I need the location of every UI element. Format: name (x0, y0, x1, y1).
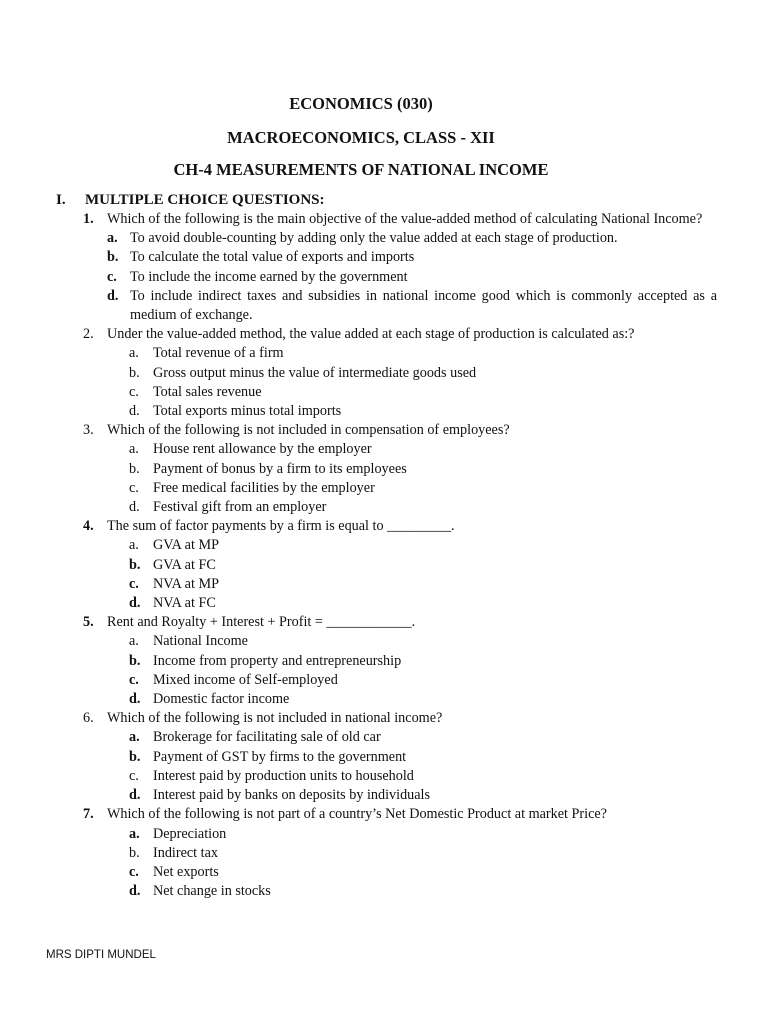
option-item (107, 402, 717, 421)
option-text: Free medical facilities by the employer (153, 479, 375, 496)
option-text: Mixed income of Self-employed (153, 671, 338, 688)
question-text: Which of the following is not part of a country’s Net Domestic Product at market Price? (107, 806, 607, 823)
question-text: Which of the following is not included in national income? (107, 710, 443, 727)
option-letter: b. (129, 844, 140, 861)
question-text: Rent and Royalty + Interest + Profit = ____________. (107, 614, 416, 631)
option-letter: b. (107, 249, 119, 266)
option-letter: c. (129, 479, 139, 496)
question-item (83, 517, 717, 613)
option-item (107, 536, 717, 555)
option-item (107, 863, 717, 882)
subject-title: ECONOMICS (030) (289, 94, 433, 113)
option-text: Income from property and entrepreneurship (153, 652, 402, 669)
option-letter: a. (107, 230, 118, 247)
option-text: Gross output minus the value of intermediate goods used (153, 364, 477, 381)
option-letter: b. (129, 460, 140, 477)
option-letter: a. (129, 633, 139, 650)
option-item (107, 556, 717, 575)
option-text: To calculate the total value of exports and imports (130, 249, 415, 266)
option-letter: d. (129, 499, 140, 516)
option-item (107, 498, 717, 517)
option-letter: c. (129, 767, 139, 784)
option-item (107, 690, 717, 709)
option-item (107, 287, 717, 325)
option-item (107, 479, 717, 498)
option-text: Net change in stocks (153, 883, 271, 900)
option-item (107, 344, 717, 363)
option-text: Payment of bonus by a firm to its employees (153, 460, 407, 477)
option-list (107, 728, 717, 805)
option-letter: a. (129, 441, 139, 458)
option-list (107, 536, 717, 613)
option-letter: c. (107, 268, 117, 285)
question-item (83, 613, 717, 709)
option-text: NVA at FC (153, 595, 216, 612)
question-list (83, 210, 717, 901)
option-item (107, 594, 717, 613)
question-item (83, 325, 717, 421)
question-number: 1. (83, 211, 94, 227)
option-item (107, 268, 717, 287)
question-text: Under the value-added method, the value added at each stage of production is calculated as:? (107, 326, 635, 343)
chapter-title: CH-4 MEASUREMENTS OF NATIONAL INCOME (173, 160, 549, 179)
option-item (107, 364, 717, 383)
option-text: Brokerage for facilitating sale of old car (153, 729, 381, 746)
option-item (107, 728, 717, 747)
option-letter: c. (129, 671, 139, 688)
option-item (107, 383, 717, 402)
option-list (107, 229, 717, 325)
option-text: House rent allowance by the employer (153, 441, 372, 458)
question-number: 2. (83, 326, 94, 343)
option-text: Total sales revenue (153, 383, 262, 400)
option-item (107, 229, 717, 248)
option-text: GVA at FC (153, 556, 216, 573)
option-letter: d. (107, 287, 119, 304)
question-number: 3. (83, 422, 94, 439)
option-letter: c. (129, 575, 139, 592)
option-text: Depreciation (153, 825, 227, 842)
section-title: MULTIPLE CHOICE QUESTIONS: (85, 192, 325, 208)
footer-author: MRS DIPTI MUNDEL (46, 949, 156, 961)
option-item (107, 825, 717, 844)
option-letter: d. (129, 883, 141, 900)
option-text: Interest paid by banks on deposits by individuals (153, 787, 431, 804)
option-letter: a. (129, 537, 139, 554)
question-number: 4. (83, 518, 94, 535)
option-list (107, 825, 717, 902)
option-letter: c. (129, 383, 139, 400)
option-text: NVA at MP (153, 575, 219, 592)
option-item (107, 882, 717, 901)
option-item (107, 671, 717, 690)
option-text: Interest paid by production units to household (153, 767, 414, 784)
question-text: Which of the following is not included in compensation of employees? (107, 422, 510, 439)
question-item (83, 210, 717, 325)
option-letter: d. (129, 403, 140, 420)
option-text: Festival gift from an employer (153, 499, 327, 516)
option-letter: c. (129, 863, 139, 880)
option-list (107, 632, 717, 709)
option-letter: d. (129, 595, 141, 612)
question-number: 6. (83, 710, 94, 727)
course-title: MACROECONOMICS, CLASS - XII (227, 128, 495, 147)
option-text: Total exports minus total imports (153, 403, 342, 420)
option-item (107, 748, 717, 767)
option-text: To avoid double-counting by adding only the value added at each stage of production. (130, 230, 618, 247)
question-item (83, 805, 717, 901)
option-item (107, 652, 717, 671)
option-letter: b. (129, 364, 140, 381)
option-text: Net exports (153, 863, 219, 880)
option-letter: b. (129, 556, 141, 573)
option-letter: d. (129, 787, 141, 804)
option-item (107, 440, 717, 459)
question-text: Which of the following is the main objective of the value-added method of calculating National Income? (107, 211, 703, 227)
option-text: To include the income earned by the government (130, 268, 408, 285)
option-text: Indirect tax (153, 844, 218, 861)
option-letter: a. (129, 825, 140, 842)
option-list (107, 440, 717, 517)
option-item (107, 767, 717, 786)
option-text: Payment of GST by firms to the government (153, 748, 407, 765)
option-text: National Income (153, 633, 248, 650)
option-text: Total revenue of a firm (153, 345, 284, 362)
option-letter: d. (129, 691, 141, 708)
option-letter: a. (129, 729, 140, 746)
option-text: GVA at MP (153, 537, 219, 554)
option-item (107, 786, 717, 805)
option-text: Domestic factor income (153, 691, 290, 708)
option-item (107, 460, 717, 479)
option-text: To include indirect taxes and subsidies in national income good which is commonly accepted as a medium of exchange. (130, 287, 717, 324)
option-item (107, 844, 717, 863)
section-number: I. (56, 192, 66, 208)
section-heading (56, 191, 736, 210)
question-item (83, 709, 717, 805)
option-letter: b. (129, 652, 141, 669)
option-letter: a. (129, 345, 139, 362)
option-list (107, 344, 717, 421)
option-letter: b. (129, 748, 141, 765)
option-item (107, 632, 717, 651)
question-number: 5. (83, 614, 94, 631)
question-number: 7. (83, 806, 94, 823)
option-item (107, 575, 717, 594)
option-item (107, 248, 717, 267)
question-item (83, 421, 717, 517)
question-text: The sum of factor payments by a firm is equal to _________. (107, 518, 455, 535)
